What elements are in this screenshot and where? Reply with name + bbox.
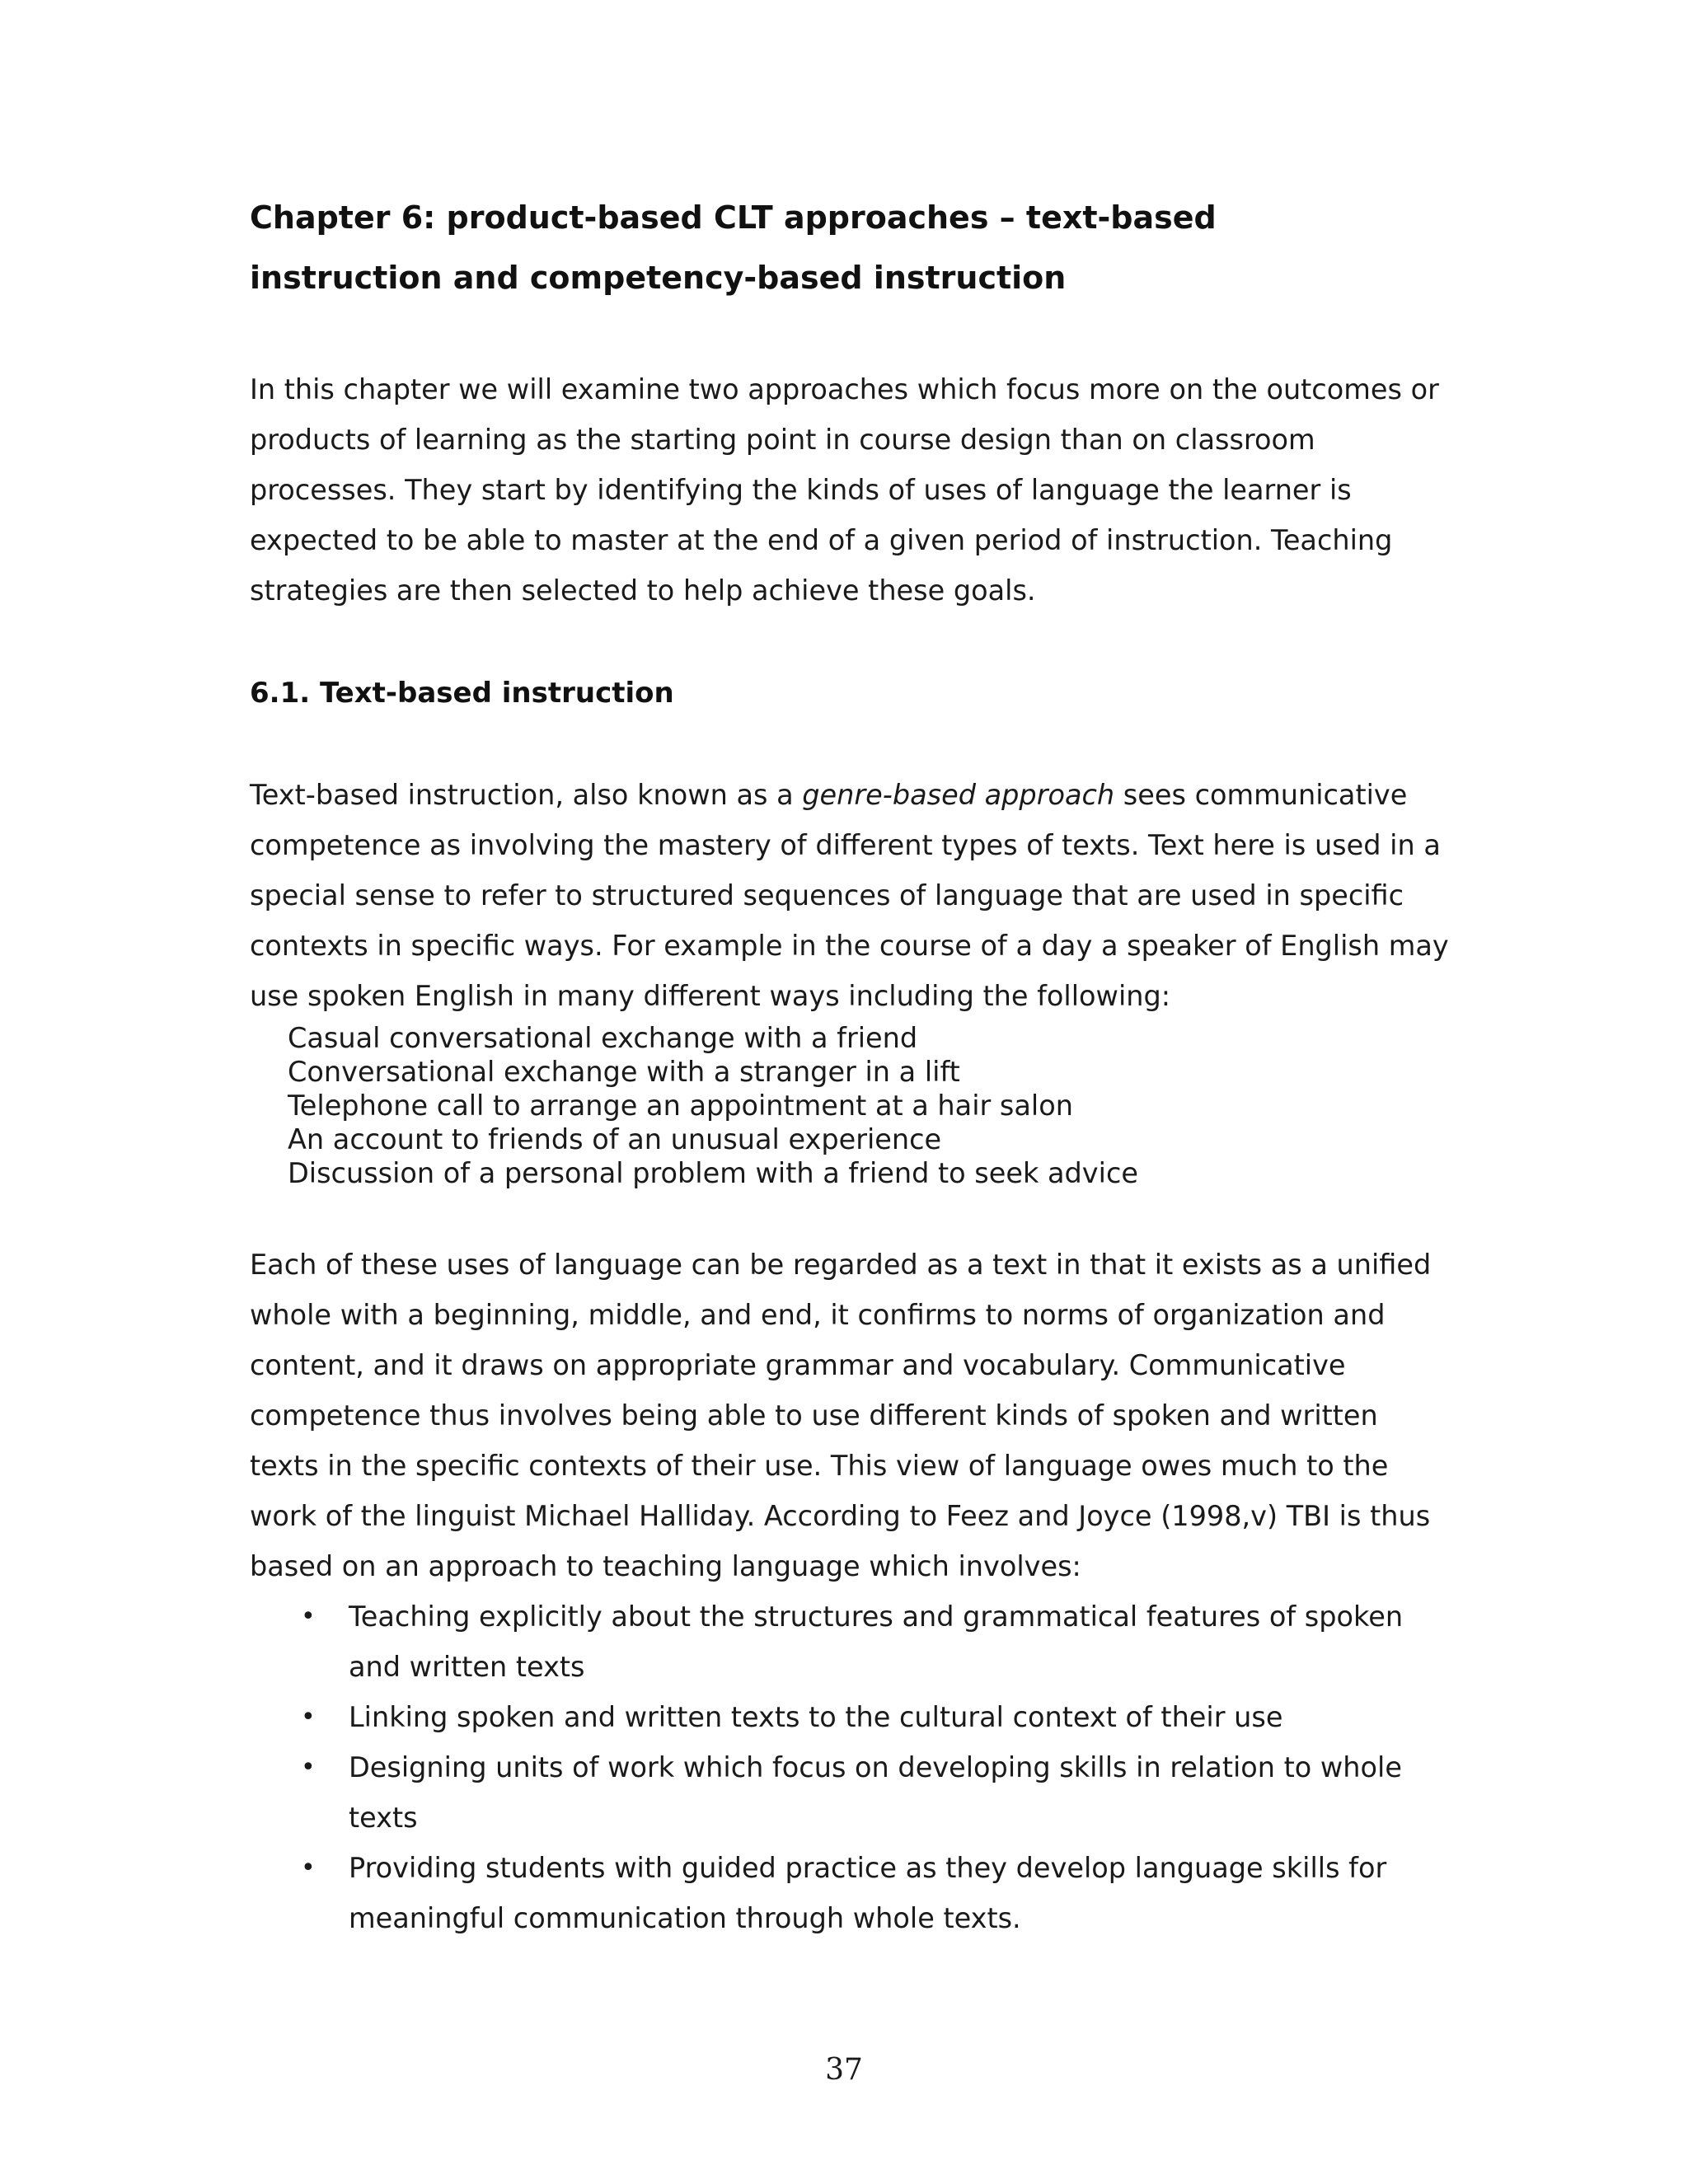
bullet-item: [250, 1591, 1453, 1692]
bullet-item: [250, 1843, 1453, 1943]
section-heading: 6.1. Text-based instruction: [250, 677, 674, 710]
chapter-title-line-2: instruction and competency-based instruction: [250, 260, 1067, 296]
example-item: Telephone call to arrange an appointment at a hair salon: [288, 1090, 1073, 1122]
text-paragraph-1: [250, 770, 1453, 1021]
page-number: 37: [825, 2053, 863, 2087]
chapter-title-line-1: Chapter 6: product-based CLT approaches – text-based: [250, 199, 1217, 236]
example-item: An account to friends of an unusual experience: [288, 1123, 942, 1155]
page-content: [250, 188, 1453, 1943]
bullet-list: [250, 1591, 1453, 1943]
bullet-icon: •: [301, 1753, 316, 1782]
bullet-text: Providing students with guided practice as they develop language skills for meaningful communication through whole texts.: [349, 1852, 1387, 1934]
intro-paragraph: In this chapter we will examine two approaches which focus more on the outcomes or products of learning as the starting point in course design than on classroom processes. They start by identifying the kinds of uses of language the learner is expected to be able to master at the end of a given period of instruction. Teaching strategies are then selected to help achieve these goals.: [250, 373, 1439, 607]
bullet-item: [250, 1742, 1453, 1843]
bullet-item: [250, 1692, 1453, 1742]
bullet-icon: •: [301, 1703, 316, 1732]
bullet-icon: •: [301, 1854, 316, 1882]
chapter-title: [250, 188, 1453, 308]
bullet-text: Teaching explicitly about the structures and grammatical features of spoken and written texts: [349, 1601, 1404, 1683]
example-item: Conversational exchange with a stranger in a lift: [288, 1056, 960, 1088]
bullet-text: Linking spoken and written texts to the cultural context of their use: [349, 1701, 1283, 1733]
examples-list: [288, 1021, 1453, 1190]
example-item: Casual conversational exchange with a friend: [288, 1022, 918, 1054]
genre-based-approach-term: genre-based approach: [802, 779, 1115, 811]
text-paragraph-1-start: Text-based instruction, also known as a: [250, 779, 803, 811]
example-item: Discussion of a personal problem with a friend to seek advice: [288, 1157, 1138, 1189]
bullet-icon: •: [301, 1602, 316, 1631]
text-paragraph-2: Each of these uses of language can be regarded as a text in that it exists as a unified whole with a beginning, middle, and end, it confirms to norms of organization and content, and it draws on appropriate grammar and vocabulary. Communicative competence thus involves being able to use different kinds of spoken and written texts in the specific contexts of their use. This view of language owes much to the work of the linguist Michael Halliday. According to Feez and Joyce (1998,v) TBI is thus based on an approach to teaching language which involves:: [250, 1249, 1432, 1582]
bullet-text: Designing units of work which focus on developing skills in relation to whole texts: [349, 1751, 1402, 1834]
text-paragraph-1-rest: sees communicative competence as involving the mastery of different types of texts. Text here is used in a special sense to refer to structured sequences of language that are used in specific contexts in specific ways. For example in the course of a day a speaker of English may use spoken English in many different ways including the following:: [250, 779, 1449, 1012]
